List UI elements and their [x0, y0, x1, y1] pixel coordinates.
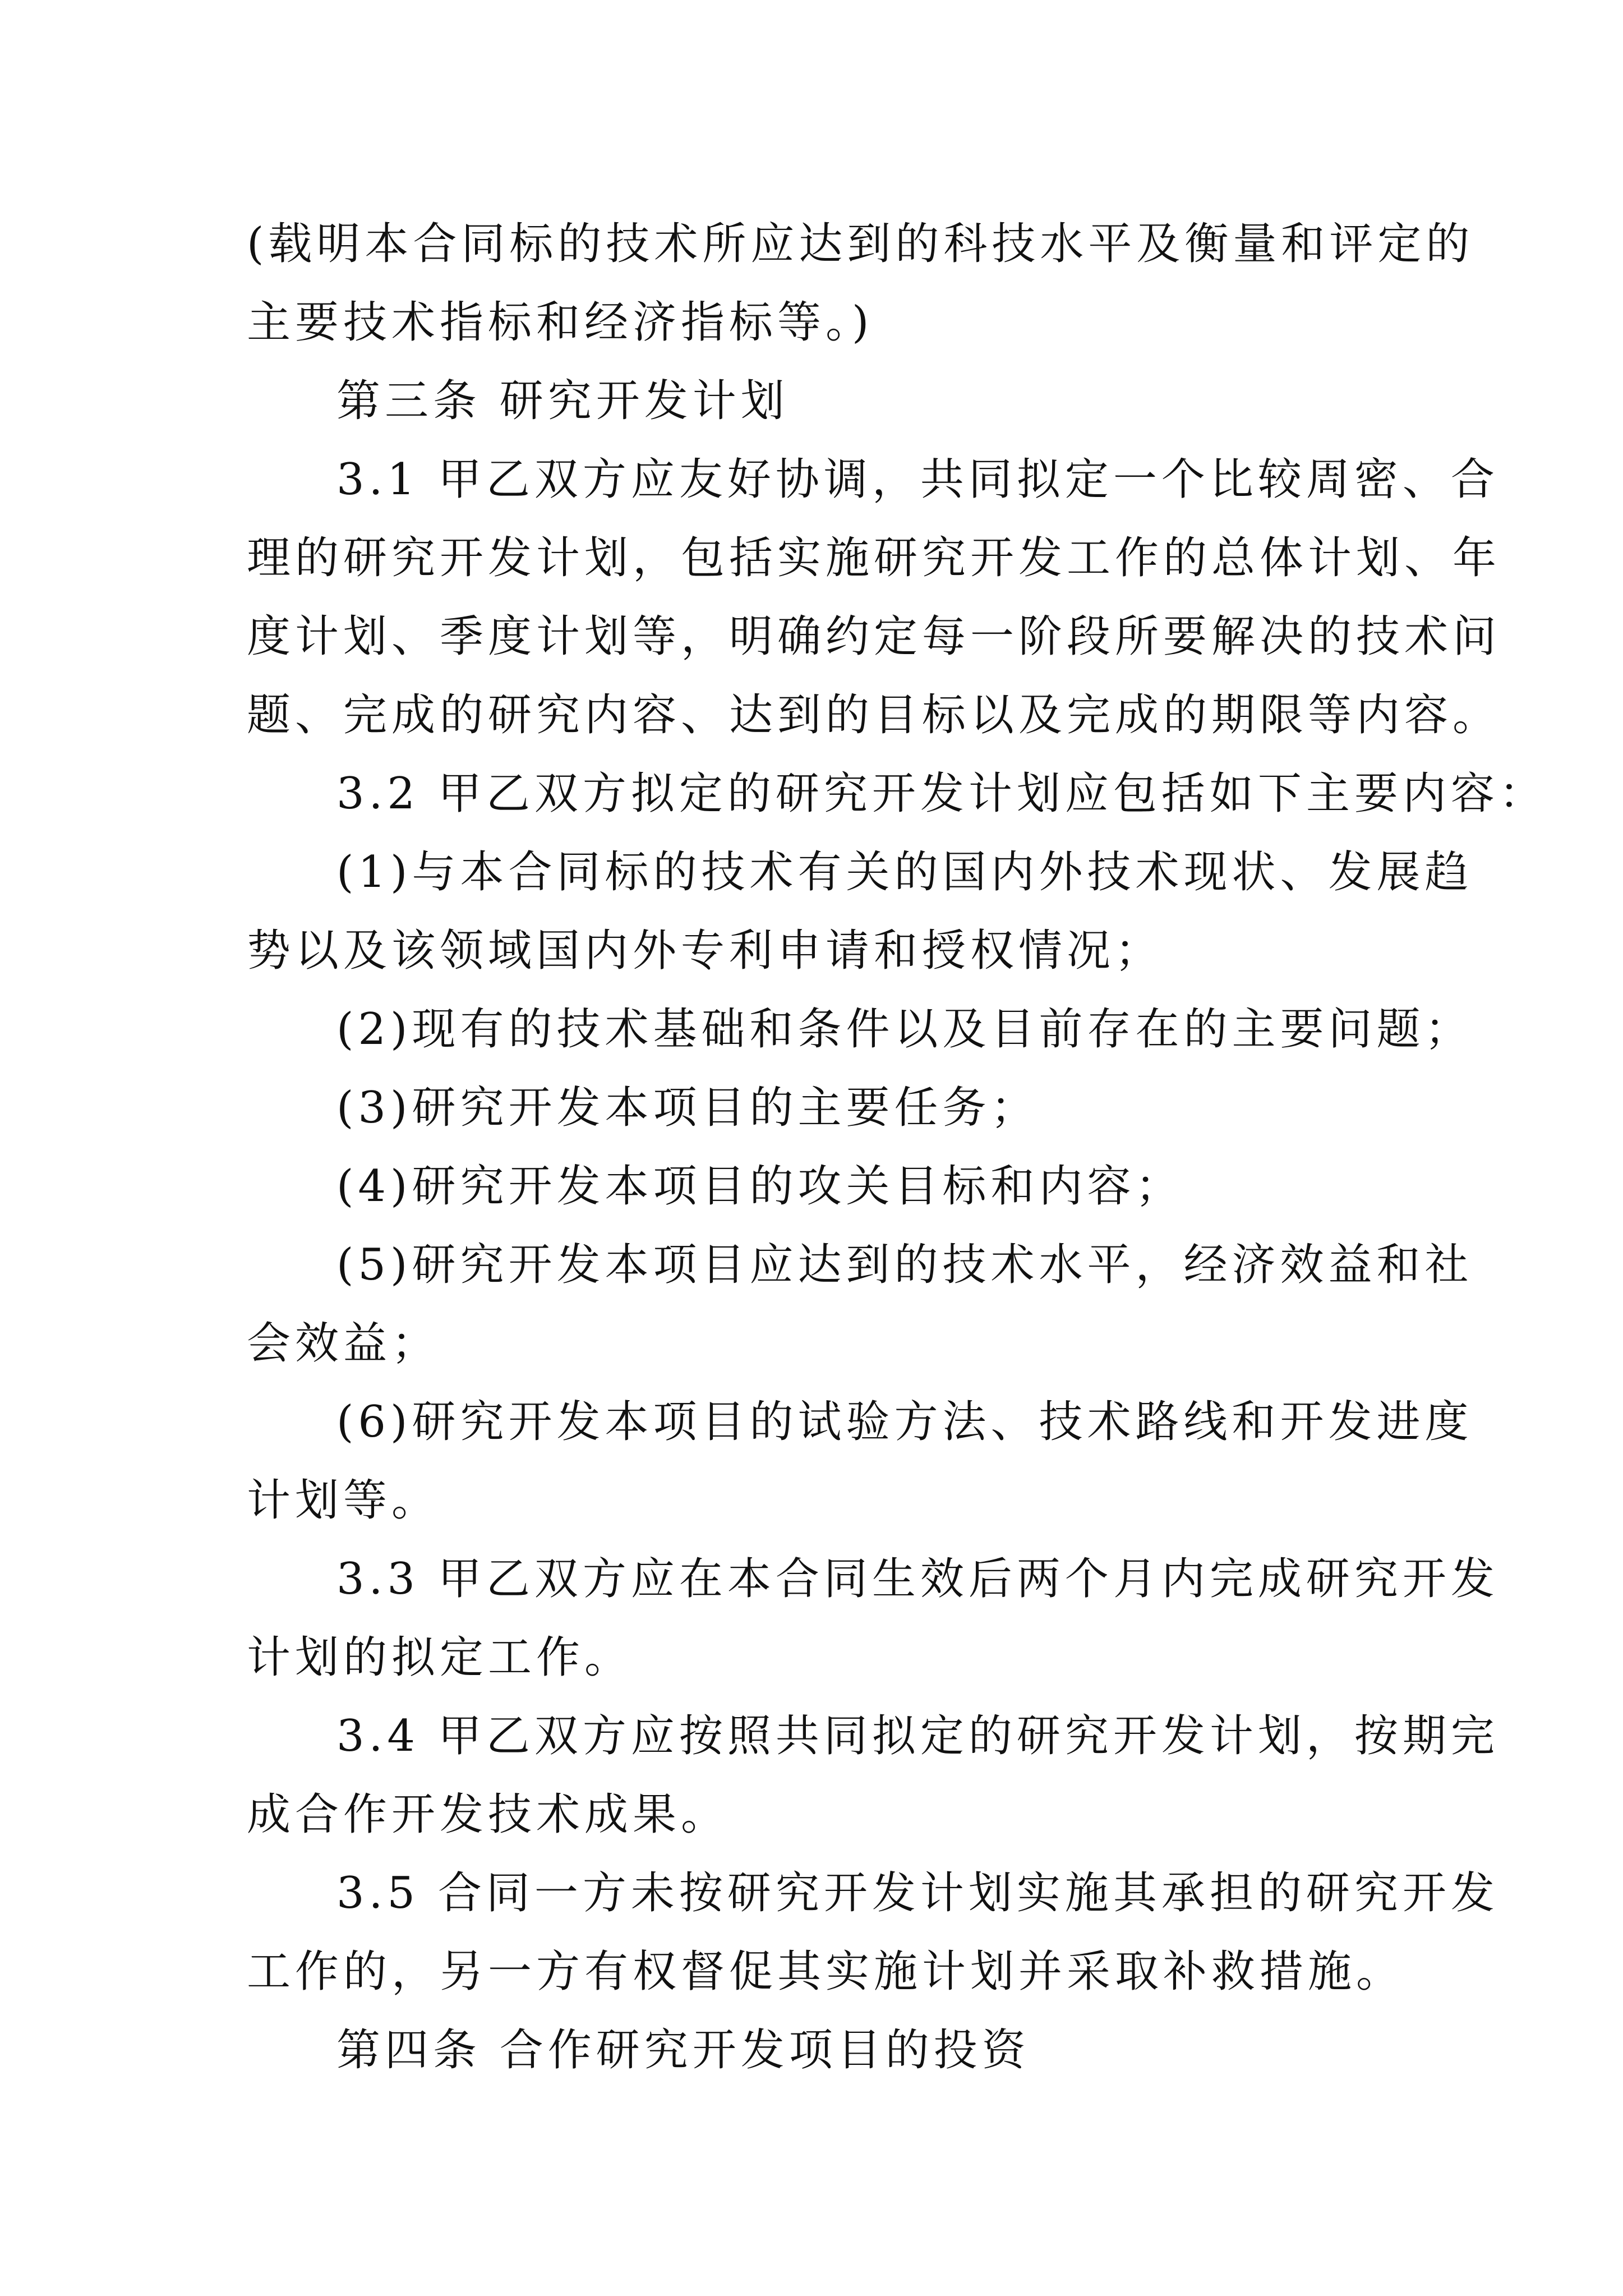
text-line: 计划等。 — [247, 1475, 440, 1526]
text-line: 3.1 甲乙双方应友好协调，共同拟定一个比较周密、合 — [336, 454, 1499, 505]
text-line: 题、完成的研究内容、达到的目标以及完成的期限等内容。 — [247, 690, 1501, 740]
list-item: (5)研究开发本项目应达到的技术水平，经济效益和社 — [336, 1240, 1473, 1290]
text-line: 计划的拟定工作。 — [247, 1632, 633, 1683]
text-line: 主要技术指标和经济指标等。) — [247, 297, 874, 348]
text-line: (载明本合同标的技术所应达到的科技水平及衡量和评定的 — [247, 219, 1474, 269]
list-item: (3)研究开发本项目的主要任务； — [336, 1083, 1039, 1133]
text-line: 3.5 合同一方未按研究开发计划实施其承担的研究开发 — [336, 1868, 1499, 1918]
text-line: 势以及该领域国内外专利申请和授权情况； — [247, 926, 1164, 976]
text-line: 成合作开发技术成果。 — [247, 1789, 730, 1840]
text-line: 3.4 甲乙双方应按照共同拟定的研究开发计划，按期完 — [336, 1711, 1499, 1761]
list-item: (1)与本合同标的技术有关的国内外技术现状、发展趋 — [336, 847, 1473, 898]
section-heading: 第四条 合作研究开发项目的投资 — [336, 2025, 1030, 2076]
list-item: (2)现有的技术基础和条件以及目前存在的主要问题； — [336, 1004, 1473, 1055]
text-line: 3.2 甲乙双方拟定的研究开发计划应包括如下主要内容： — [336, 769, 1547, 819]
text-line: 会效益； — [247, 1318, 440, 1369]
text-line: 3.3 甲乙双方应在本合同生效后两个月内完成研究开发 — [336, 1554, 1499, 1604]
text-line: 度计划、季度计划等，明确约定每一阶段所要解决的技术问 — [247, 611, 1501, 662]
section-heading: 第三条 研究开发计划 — [336, 376, 789, 426]
list-item: (6)研究开发本项目的试验方法、技术路线和开发进度 — [336, 1397, 1473, 1447]
text-line: 理的研究开发计划，包括实施研究开发工作的总体计划、年 — [247, 533, 1501, 583]
list-item: (4)研究开发本项目的攻关目标和内容； — [336, 1161, 1184, 1212]
text-line: 工作的，另一方有权督促其实施计划并采取补救措施。 — [247, 1947, 1405, 1997]
